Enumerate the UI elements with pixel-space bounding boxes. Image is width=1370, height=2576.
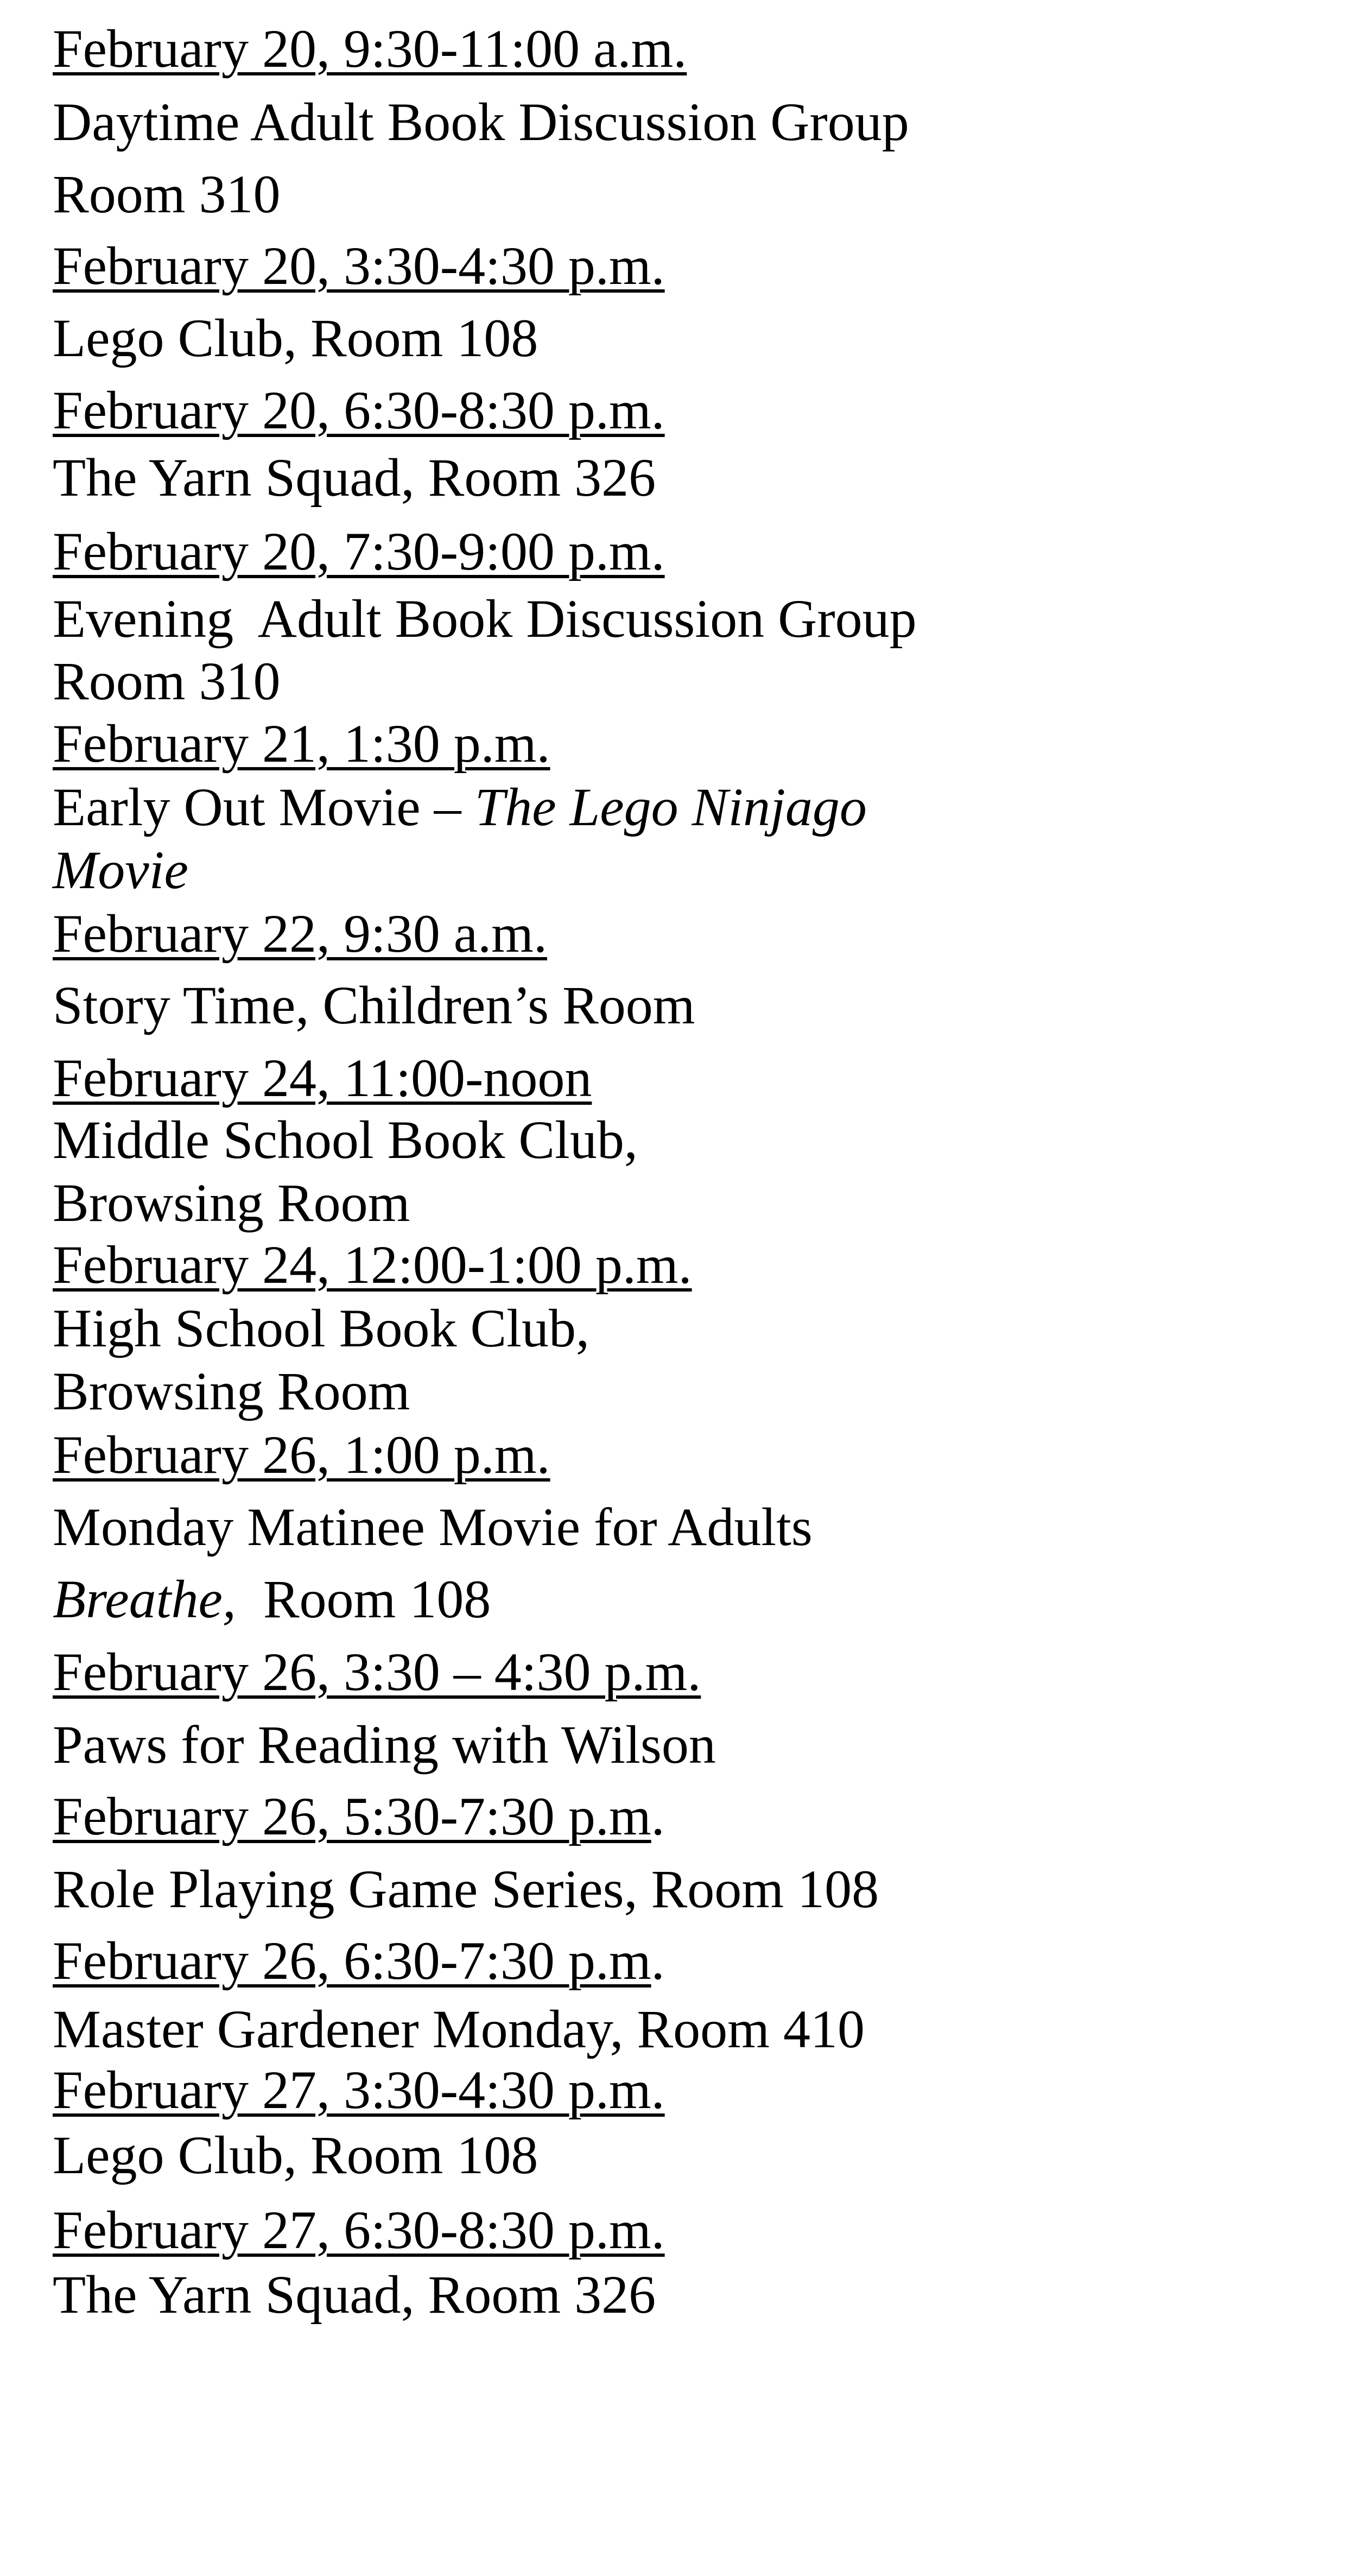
- event-text: Role Playing Game Series, Room 108: [53, 1859, 879, 1919]
- event-text: Lego Club, Room 108: [53, 308, 538, 368]
- event-text: Early Out Movie –: [53, 777, 475, 837]
- event-date: [53, 1235, 692, 1295]
- event-text: Monday Matinee Movie for Adults: [53, 1497, 813, 1557]
- event-date-text: February 22, 9:30 a.m.: [53, 903, 547, 964]
- event-date-text: February 20, 9:30-11:00 a.m.: [53, 18, 687, 79]
- event-description: [53, 1361, 410, 1421]
- event-date-text: February 20, 7:30-9:00 p.m.: [53, 521, 665, 581]
- event-date: [53, 2200, 665, 2260]
- event-text: Browsing Room: [53, 1361, 410, 1421]
- event-text: Daytime Adult Book Discussion Group: [53, 92, 909, 152]
- event-date-text: February 27, 6:30-8:30 p.m.: [53, 2200, 665, 2260]
- event-date: [53, 236, 665, 296]
- event-description: [53, 840, 188, 900]
- event-date-suffix: .: [651, 1786, 665, 1846]
- event-date: [53, 1786, 665, 1846]
- event-date-text: February 27, 3:30-4:30 p.m.: [53, 2060, 665, 2120]
- event-description: [53, 92, 909, 152]
- event-description: [53, 588, 917, 649]
- event-description: [53, 1298, 589, 1358]
- event-description: [53, 975, 695, 1035]
- event-date: [53, 1642, 701, 1702]
- event-text: Master Gardener Monday, Room 410: [53, 1999, 865, 2059]
- event-date: [53, 903, 547, 964]
- event-text: High School Book Club,: [53, 1298, 589, 1358]
- event-description: [53, 1173, 410, 1233]
- event-description: [53, 1999, 865, 2059]
- event-date: [53, 713, 550, 774]
- event-date-text: February 21, 1:30 p.m.: [53, 713, 550, 774]
- event-date-text: February 24, 12:00-1:00 p.m.: [53, 1235, 692, 1295]
- event-text: The Yarn Squad, Room 326: [53, 2264, 656, 2325]
- event-description: [53, 1714, 716, 1775]
- event-date-text: February 26, 1:00 p.m.: [53, 1425, 550, 1485]
- event-text: Room 310: [53, 164, 281, 224]
- event-description: [53, 1859, 879, 1919]
- event-date: [53, 1425, 550, 1485]
- event-description: [53, 1110, 638, 1170]
- event-text: Paws for Reading with Wilson: [53, 1714, 716, 1775]
- event-title-italic: Breathe,: [53, 1569, 236, 1629]
- event-title-italic: The Lego Ninjago: [474, 777, 867, 837]
- event-description: [53, 1497, 813, 1557]
- event-text: Browsing Room: [53, 1173, 410, 1233]
- event-date: [53, 380, 665, 440]
- event-text: Story Time, Children’s Room: [53, 975, 695, 1035]
- event-date-suffix: .: [651, 1931, 665, 1991]
- event-date-text: February 26, 6:30-7:30 p.m: [53, 1931, 651, 1991]
- event-text: Middle School Book Club,: [53, 1110, 638, 1170]
- event-description: [53, 1569, 491, 1629]
- event-text: Room 310: [53, 651, 281, 711]
- event-date: [53, 2060, 665, 2120]
- event-date-text: February 24, 11:00-noon: [53, 1048, 592, 1108]
- event-description: [53, 308, 538, 368]
- event-date: [53, 1048, 592, 1108]
- event-date: [53, 18, 687, 79]
- event-text: Room 108: [236, 1569, 491, 1629]
- event-date-text: February 26, 3:30 – 4:30 p.m.: [53, 1642, 701, 1702]
- event-date-text: February 26, 5:30-7:30 p.m: [53, 1786, 651, 1846]
- event-date: [53, 1931, 665, 1991]
- event-title-italic: Movie: [53, 840, 188, 900]
- event-description: [53, 164, 281, 224]
- event-description: [53, 2264, 656, 2325]
- event-description: [53, 2125, 538, 2185]
- event-description: [53, 777, 867, 837]
- event-date-text: February 20, 6:30-8:30 p.m.: [53, 380, 665, 440]
- event-description: [53, 651, 281, 711]
- event-date-text: February 20, 3:30-4:30 p.m.: [53, 236, 665, 296]
- event-text: Lego Club, Room 108: [53, 2125, 538, 2185]
- event-description: [53, 447, 656, 508]
- event-text: The Yarn Squad, Room 326: [53, 447, 656, 508]
- event-date: [53, 521, 665, 581]
- event-text: Evening Adult Book Discussion Group: [53, 588, 917, 649]
